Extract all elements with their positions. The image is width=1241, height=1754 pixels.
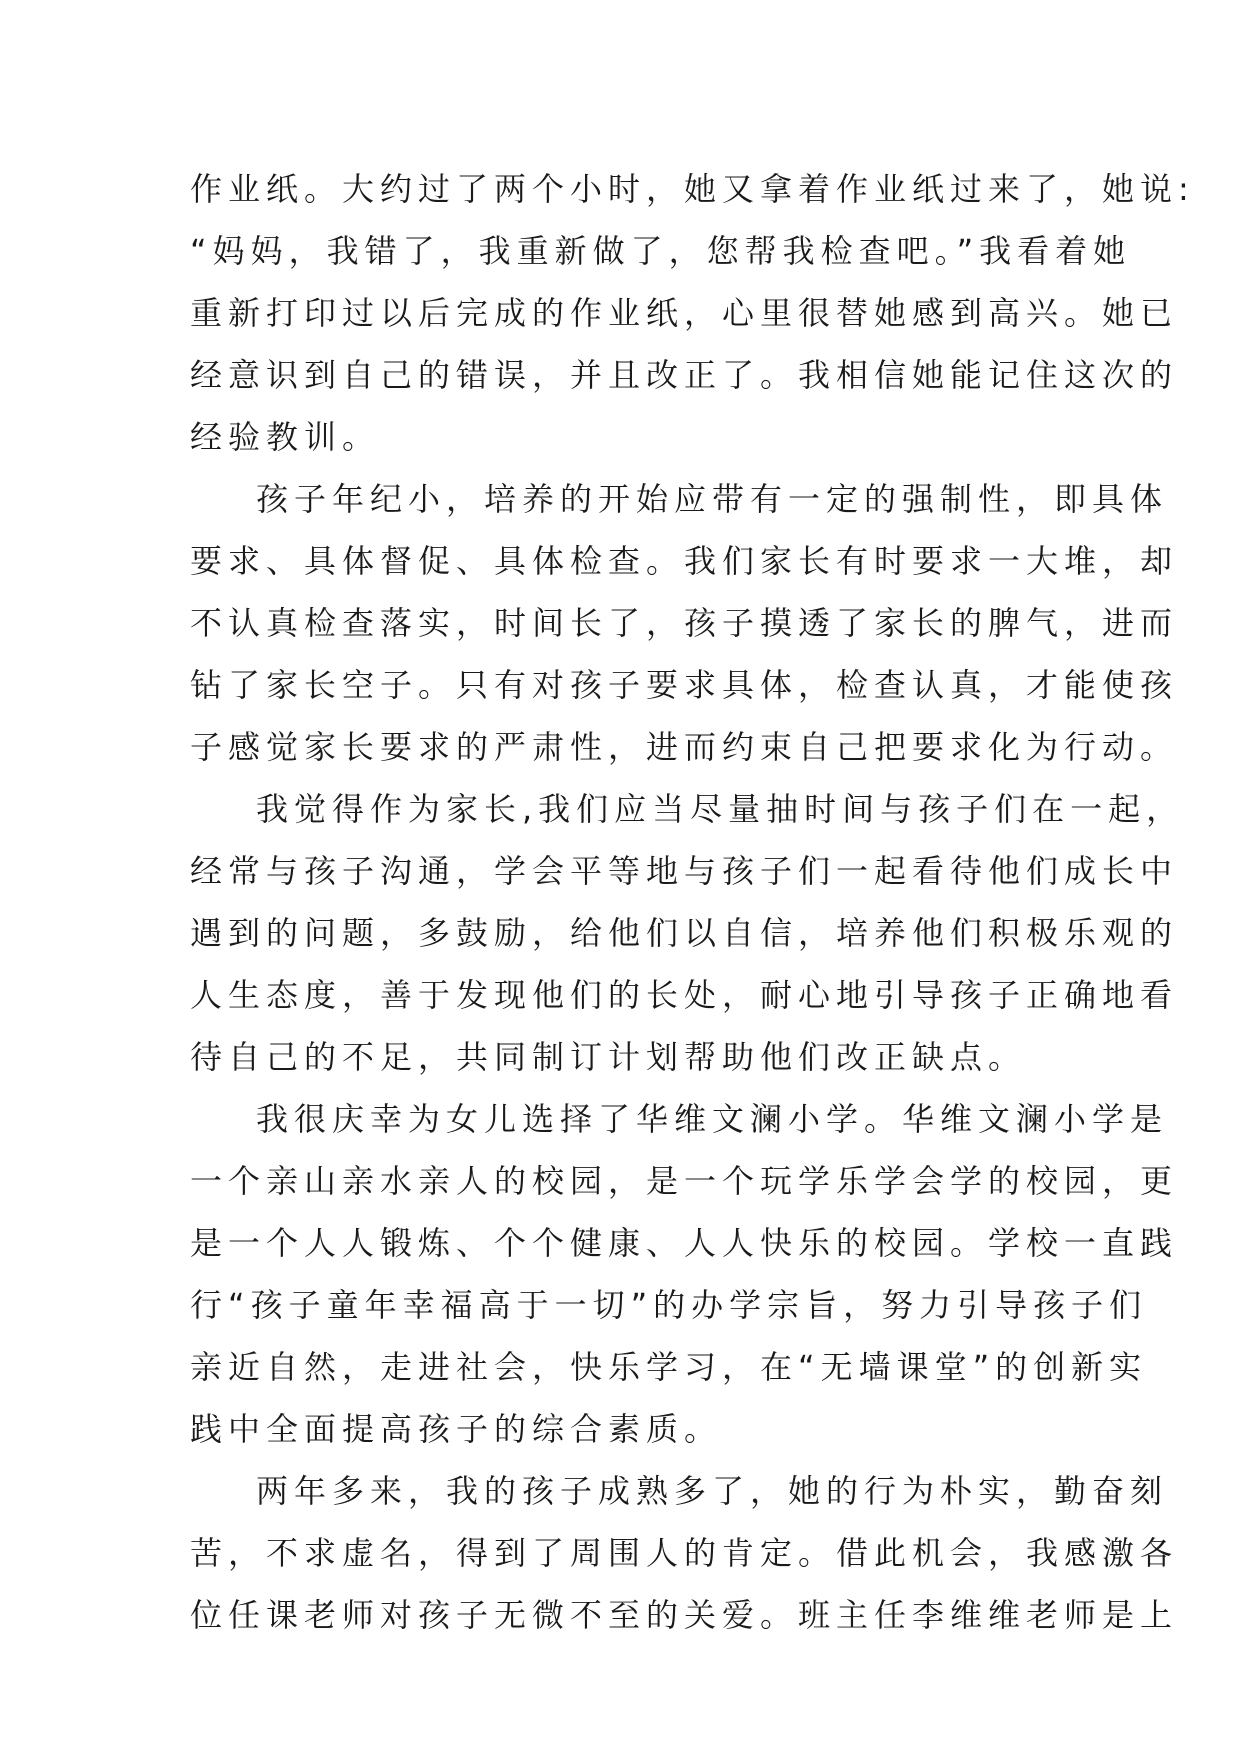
text-line: 钻了家长空子。只有对孩子要求具体，检查认真，才能使孩: [190, 666, 1179, 704]
paragraph: [190, 778, 1185, 1088]
text-line: 苦，不求虚名，得到了周围人的肯定。借此机会，我感激各: [190, 1534, 1179, 1572]
text-line: 孩子年纪小，培养的开始应带有一定的强制性，即具体: [256, 480, 1169, 518]
text-line: 践中全面提高孩子的综合素质。: [190, 1410, 723, 1448]
text-line: “妈妈，我错了，我重新做了，您帮我检查吧。”我看着她: [190, 232, 1132, 270]
paragraph: [190, 158, 1195, 468]
text-line: 待自己的不足，共同制订计划帮助他们改正缺点。: [190, 1038, 1027, 1076]
text-line: 一个亲山亲水亲人的校园，是一个玩学乐学会学的校园，更: [190, 1162, 1179, 1200]
text-line: 位任课老师对孩子无微不至的关爱。班主任李维维老师是上: [190, 1596, 1179, 1634]
text-line: 经意识到自己的错误，并且改正了。我相信她能记住这次的: [190, 356, 1179, 394]
text-line: 要求、具体督促、具体检查。我们家长有时要求一大堆，却: [190, 542, 1179, 580]
text-line: 人生态度，善于发现他们的长处，耐心地引导孩子正确地看: [190, 976, 1179, 1014]
text-line: 行“孩子童年幸福高于一切”的办学宗旨，努力引导孩子们: [190, 1286, 1148, 1324]
text-line: 作业纸。大约过了两个小时，她又拿着作业纸过来了，她说:: [190, 170, 1195, 208]
body-text: [190, 158, 1195, 1646]
paragraph: [190, 1460, 1179, 1646]
text-line: 亲近自然，走进社会，快乐学习，在“无墙课堂”的创新实: [190, 1348, 1148, 1386]
paragraph: [190, 1088, 1179, 1460]
text-line: 子感觉家长要求的严肃性，进而约束自己把要求化为行动。: [190, 728, 1179, 766]
text-line: 经验教训。: [190, 418, 381, 456]
text-line: 遇到的问题，多鼓励，给他们以自信，培养他们积极乐观的: [190, 914, 1179, 952]
text-line: 我很庆幸为女儿选择了华维文澜小学。华维文澜小学是: [256, 1100, 1169, 1138]
text-line: 是一个人人锻炼、个个健康、人人快乐的校园。学校一直践: [190, 1224, 1179, 1262]
text-line: 经常与孩子沟通，学会平等地与孩子们一起看待他们成长中: [190, 852, 1179, 890]
text-line: 重新打印过以后完成的作业纸，心里很替她感到高兴。她已: [190, 294, 1179, 332]
text-line: 不认真检查落实，时间长了，孩子摸透了家长的脾气，进而: [190, 604, 1179, 642]
paragraph: [190, 468, 1179, 778]
text-line: 两年多来，我的孩子成熟多了，她的行为朴实，勤奋刻: [256, 1472, 1169, 1510]
text-line: 我觉得作为家长,我们应当尽量抽时间与孩子们在一起，: [256, 790, 1185, 828]
